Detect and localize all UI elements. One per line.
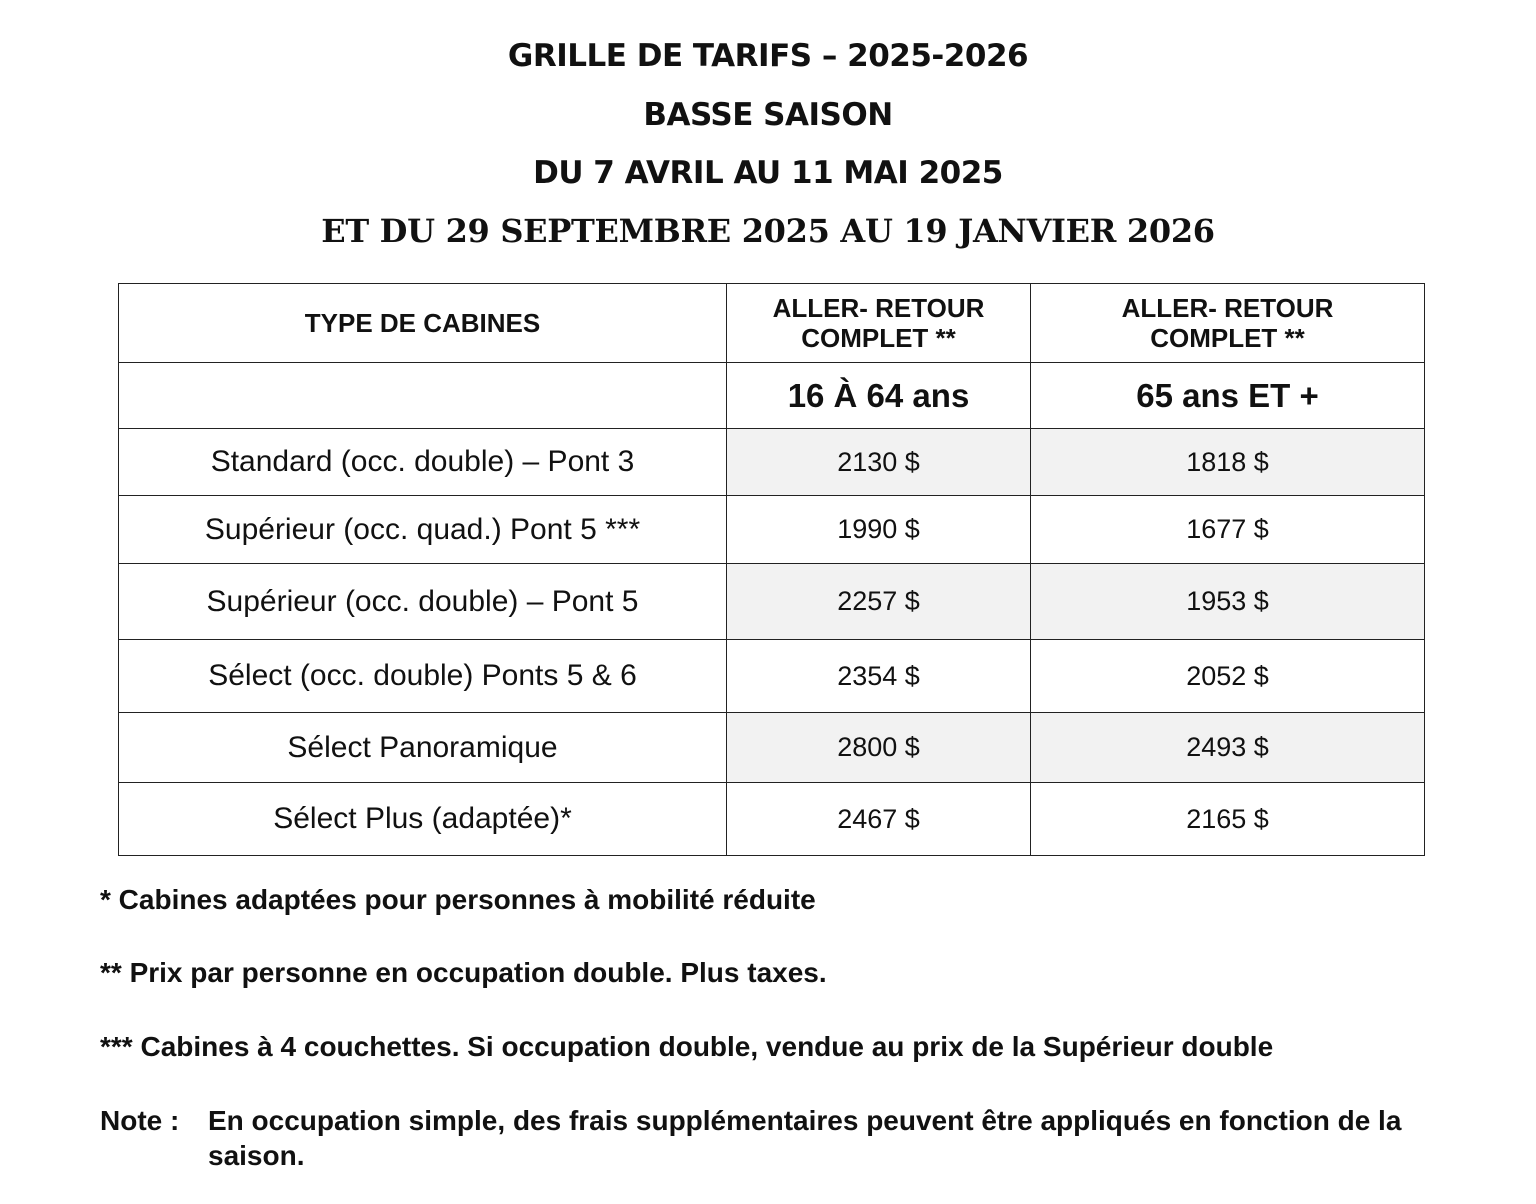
table-row [119, 496, 1425, 564]
price-65-plus-cell: 1953 $ [1031, 564, 1425, 640]
note-text: En occupation simple, des frais supplémentaires peuvent être appliqués en fonction de la saison. [208, 1105, 1402, 1171]
period-heading-2: ET DU 29 SEPTEMBRE 2025 AU 19 JANVIER 2026 [321, 212, 1215, 250]
footnote-price-per-person: ** Prix par personne en occupation double. Plus taxes. [100, 957, 827, 988]
age-group-16-64: 16 À 64 ans [727, 363, 1031, 429]
table-row [119, 640, 1425, 713]
cabin-type-cell: Supérieur (occ. quad.) Pont 5 *** [119, 496, 727, 564]
age-group-65-plus: 65 ans ET + [1031, 363, 1425, 429]
price-16-64-cell: 2354 $ [727, 640, 1031, 713]
age-group-row [119, 363, 1425, 429]
header-line: COMPLET ** [801, 323, 956, 353]
price-65-plus-cell: 2493 $ [1031, 713, 1425, 783]
cabin-type-cell: Supérieur (occ. double) – Pont 5 [119, 564, 727, 640]
document-title: GRILLE DE TARIFS – 2025-2026 [507, 38, 1029, 74]
price-16-64-cell: 2467 $ [727, 783, 1031, 856]
price-65-plus-cell: 2165 $ [1031, 783, 1425, 856]
note-label: Note : [100, 1105, 180, 1136]
price-65-plus-cell: 1677 $ [1031, 496, 1425, 564]
header-line: COMPLET ** [1150, 323, 1305, 353]
table-row [119, 429, 1425, 496]
cabin-type-cell: Standard (occ. double) – Pont 3 [119, 429, 727, 496]
season-heading: BASSE SAISON [643, 97, 893, 133]
price-16-64-cell: 2800 $ [727, 713, 1031, 783]
cabin-type-cell: Sélect Panoramique [119, 713, 727, 783]
footnote-quad-cabins: *** Cabines à 4 couchettes. Si occupation double, vendue au prix de la Supérieur double [100, 1031, 1274, 1062]
price-16-64-cell: 2257 $ [727, 564, 1031, 640]
header-line: ALLER- RETOUR [1121, 293, 1334, 323]
round-trip-header-16-64 [727, 284, 1031, 363]
period-heading-1: DU 7 AVRIL AU 11 MAI 2025 [533, 155, 1003, 191]
price-16-64-cell: 2130 $ [727, 429, 1031, 496]
table-row [119, 713, 1425, 783]
table-row [119, 783, 1425, 856]
price-16-64-cell: 1990 $ [727, 496, 1031, 564]
price-65-plus-cell: 2052 $ [1031, 640, 1425, 713]
empty-cell [119, 363, 727, 429]
table-header-row [119, 284, 1425, 363]
rates-table [118, 283, 1425, 856]
round-trip-header-65-plus [1031, 284, 1425, 363]
cabin-type-header: TYPE DE CABINES [119, 284, 727, 363]
cabin-type-cell: Sélect Plus (adaptée)* [119, 783, 727, 856]
table-row [119, 564, 1425, 640]
price-65-plus-cell: 1818 $ [1031, 429, 1425, 496]
cabin-type-cell: Sélect (occ. double) Ponts 5 & 6 [119, 640, 727, 713]
header-line: ALLER- RETOUR [772, 293, 985, 323]
footnote-adapted-cabins: * Cabines adaptées pour personnes à mobilité réduite [100, 884, 816, 915]
